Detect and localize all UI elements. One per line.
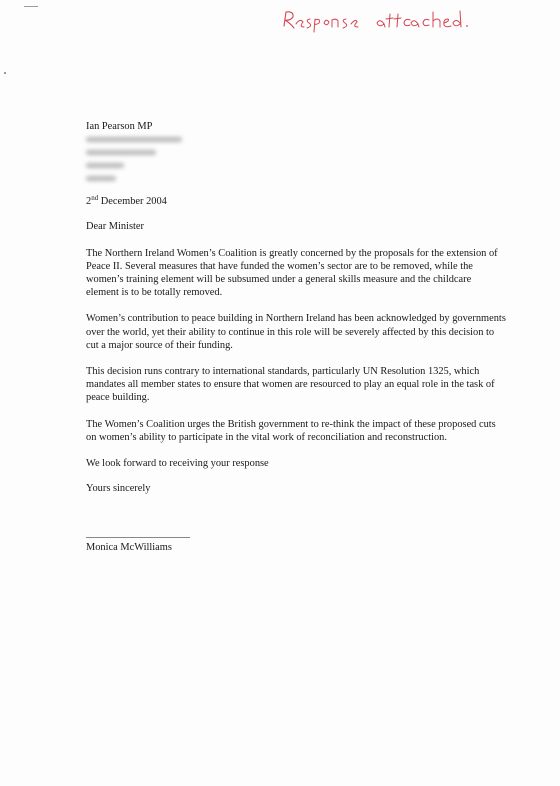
signature-line: [86, 537, 190, 538]
scan-speck: [24, 6, 38, 7]
date-suffix: nd: [91, 194, 99, 203]
paragraph-response: We look forward to receiving your response: [86, 458, 269, 470]
addressee-name: Ian Pearson MP: [86, 121, 153, 132]
signatory-name: Monica McWilliams: [86, 542, 172, 554]
handwritten-note-ink: [280, 6, 480, 34]
complimentary-close: Yours sincerely: [86, 483, 151, 495]
paragraph-urge: The Women’s Coalition urges the British government to re-think the impact of these proposed cuts on women’s ability to participate in the vital work of reconciliation and reconstruction.: [86, 418, 496, 443]
paragraph-concern: The Northern Ireland Women’s Coalition is greatly concerned by the proposals for the extension of Peace II. Several measures that have funded the women’s sector are to be removed, while the women’s training element will be subsumed under a general skills measure and the childcare element is to be totally removed.: [86, 247, 498, 299]
redacted-line: [86, 176, 116, 181]
redacted-line: [86, 150, 156, 155]
date-day: 2: [86, 196, 92, 208]
paragraph-contribution: Women’s contribution to peace building in Northern Ireland has been acknowledged by governments over the world, yet their ability to continue in this role will be severely affected by this decision to cut a major source of their funding.: [86, 313, 506, 351]
handwritten-annotation: [280, 6, 480, 34]
letter-date: [86, 195, 506, 208]
letter-body: [86, 120, 506, 555]
salutation: Dear Minister: [86, 221, 144, 233]
scan-speck: [4, 72, 6, 74]
redacted-address-block: [86, 137, 506, 181]
date-month-year: December 2004: [98, 196, 167, 208]
redacted-line: [86, 137, 182, 142]
paragraph-resolution: This decision runs contrary to international standards, particularly UN Resolution 1325, which mandates all member states to ensure that women are resourced to play an equal role in the task of peace building.: [86, 366, 495, 404]
redacted-line: [86, 163, 124, 168]
